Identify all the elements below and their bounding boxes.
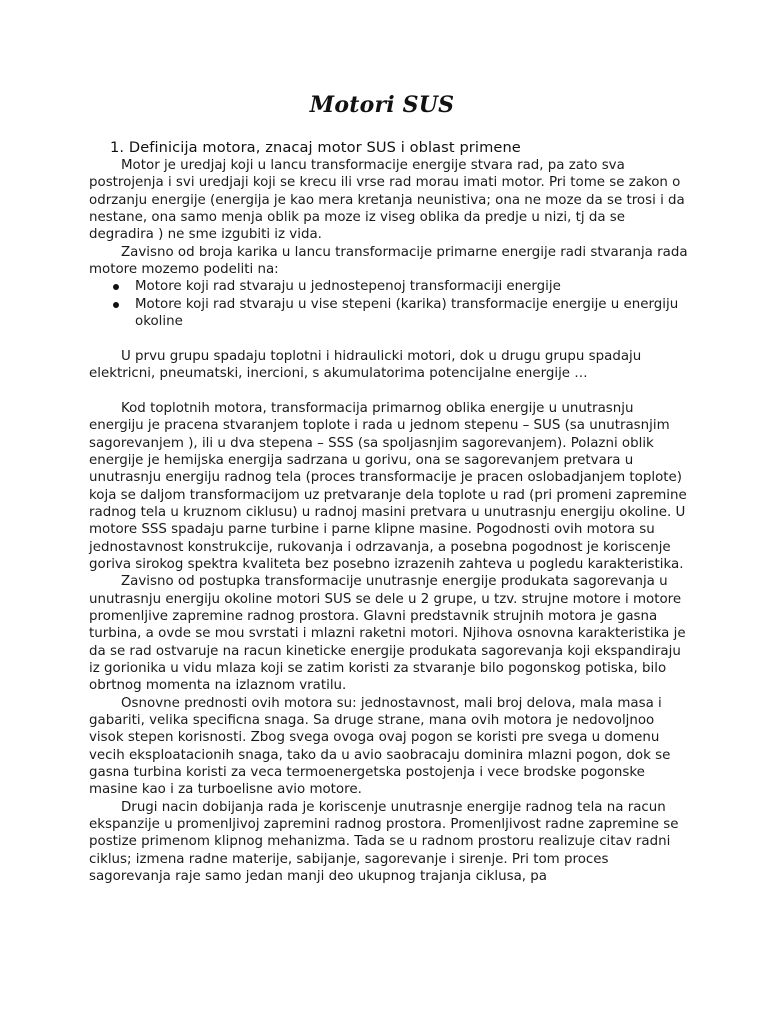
paragraph-advantages: Osnovne prednosti ovih motora su: jednostavnost, mali broj delova, mala masa i gabariti, velika specificna snaga. Sa druge strane, mana ovih motora je nedovoljnoo visok stepen korisnosti. Zbog svega ovoga ovaj pogon se koristi pre svega u domenu vecih eksploatacionih snaga, tako da u avio saobracaju dominira mlazni pogon, dok se gasna turbina koristi za veca termoenergetska postojenja i vece brodske pogonske masine kao i za turboelisne avio motore. xyxy=(89,695,671,798)
bullet-icon xyxy=(113,302,119,308)
list-item xyxy=(135,296,689,331)
paragraph-motor-definition: Motor je uredjaj koji u lancu transformacije energije stvara rad, pa zato sva postrojenja i svi uredjaji koji se krecu ili vrse rad morau imati motor. Pri tome se zakon o odrzanju energije (energija je kao mera kretanja neunistiva; ona ne moze da se trosi i da nestane, ona samo menja oblik pa moze iz viseg oblika da predje u nizi, tj da se degradira ) ne sme izgubiti iz vida. xyxy=(89,158,685,243)
document-title: Motori SUS xyxy=(309,92,455,118)
document-body xyxy=(89,138,689,885)
classification-list xyxy=(89,278,689,330)
spacer xyxy=(89,382,689,399)
paragraph-groups: U prvu grupu spadaju toplotni i hidraulicki motori, dok u drugu grupu spadaju elektricni, pneumatski, inercioni, s akumulatorima potencijalne energije … xyxy=(89,348,642,382)
section-heading: 1. Definicija motora, znacaj motor SUS i oblast primene xyxy=(110,139,521,156)
paragraph-sus-groups: Zavisno od postupka transformacije unutrasnje energije produkata sagorevanja u unutrasnju energiju okoline motori SUS se dele u 2 grupe, u tzv. strujne motore i motore promenljive zapremine radnog prostora. Glavni predstavnik strujnih motora je gasna turbina, a ovde se mou svrstati i mlazni raketni motori. Njihova osnovna karakteristika je da se rad ostvaruje na racun kineticke energije produkata sagorevanja koji ekspandiraju iz gorionika u vidu mlaza koji se zatim koristi za stvaranje bilo pogonskog potiska, bilo obrtnog momenta na izlaznom vratilu. xyxy=(89,574,686,694)
paragraph-classification-intro: Zavisno od broja karika u lancu transformacije primarne energije radi stvaranja rada motore mozemo podeliti na: xyxy=(89,244,688,278)
list-item-text: Motore koji rad stvaraju u vise stepeni (karika) transformacije energije u energiju okoline xyxy=(135,296,679,330)
paragraph-thermal-motors: Kod toplotnih motora, transformacija primarnog oblika energije u unutrasnju energiju je pracena stvaranjem toplote i rada u jednom stepenu – SUS (sa unutrasnjim sagorevanjem ), ili u dva stepena – SSS (sa spoljasnjim sagorevanjem). Polazni oblik energije je hemijska energija sadrzana u gorivu, ona se sagorevanjem pretvara u unutrasnju energiju radnog tela (proces transformacije je pracen oslobadjanjem toplote) koja se daljom transformacijom uz pretvaranje dela toplote u rad (pri promeni zapremine radnog tela u kruznom ciklusu) u radnoj masini pretvara u unutrasnju energiju okoline. U motore SSS spadaju parne turbine i parne klipne masine. Pogodnosti ovih motora su jednostavnost konstrukcije, rukovanja i odrzavanja, a posebna pogodnost je koriscenje goriva sirokog spektra kvaliteta bez posebno izrazenih zahteva u pogledu karakteristika. xyxy=(89,400,687,572)
list-item xyxy=(135,278,689,295)
spacer xyxy=(89,330,689,347)
bullet-icon xyxy=(113,284,119,290)
paragraph-variable-volume: Drugi nacin dobijanja rada je koriscenje unutrasnje energije radnog tela na racun ekspanzije u promenljivoj zapremini radnog prostora. Promenljivost radne zapremine se postize primenom klipnog mehanizma. Tada se u radnom prostoru realizuje citav radni ciklus; izmena radne materije, sabijanje, sagorevanje i sirenje. Pri tom proces sagorevanja raje samo jedan manji deo ukupnog trajanja ciklusa, pa xyxy=(89,799,679,885)
list-item-text: Motore koji rad stvaraju u jednostepenoj transformaciji energije xyxy=(135,279,561,295)
